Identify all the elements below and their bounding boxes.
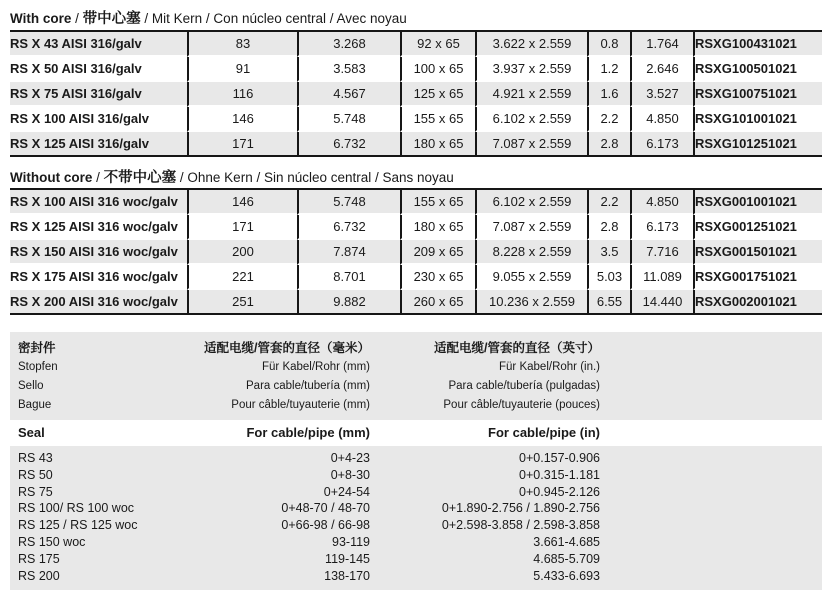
table-cell: 91 [187,57,297,82]
seal-cell: RS 100/ RS 100 woc [18,501,135,516]
table-cell: 3.622 x 2.559 [475,32,587,57]
table-cell: 9.882 [297,290,400,313]
table-cell: 4.850 [630,107,693,132]
seal-cell: 0+0.945-2.126 [519,484,600,499]
seal-row [10,500,822,517]
seal-header-line-zh [10,339,822,358]
table-cell: 8.228 x 2.559 [475,240,587,265]
seal-cell: 0+2.598-3.858 / 2.598-3.858 [441,518,600,533]
table-cell: 116 [187,82,297,107]
table-cell: 1.764 [630,32,693,57]
table-cell: 230 x 65 [400,265,475,290]
table-cell: 3.583 [297,57,400,82]
table-cell: RSXG001501021 [693,240,822,265]
table-cell: 9.055 x 2.559 [475,265,587,290]
table-row [10,107,822,132]
seal-row [10,467,822,484]
table-row [10,265,822,290]
table-cell: 6.173 [630,215,693,240]
seal-cell: 138-170 [324,568,370,583]
table-cell: RSXG100751021 [693,82,822,107]
seal-header-col1-fr: Bague [18,399,52,411]
table-cell: 83 [187,32,297,57]
table-cell: 6.732 [297,215,400,240]
table-row [10,132,822,155]
table-row [10,82,822,107]
title-separator: / [176,170,188,185]
seal-row [10,450,822,467]
seal-cell: 0+0.157-0.906 [519,451,600,465]
table-cell: 5.03 [587,265,630,290]
seal-cell: RS 125 / RS 125 woc [18,518,138,533]
with-core-title-tail: Mit Kern / Con núcleo central / Avec noyau [151,11,407,26]
table-cell: 221 [187,265,297,290]
table-cell: RSXG001001021 [693,190,822,215]
table-row [10,240,822,265]
without-core-title-zh: 不带中心塞 [103,170,177,186]
table-cell: 200 [187,240,297,265]
table-cell: 155 x 65 [400,190,475,215]
table-cell: 146 [187,107,297,132]
seal-cell: 0+8-30 [330,467,370,482]
table-cell: RSXG100501021 [693,57,822,82]
seal-cell: 4.685-5.709 [533,551,600,566]
seal-header-col1-de: Stopfen [18,361,58,373]
seal-cell: RS 175 [18,551,60,566]
table-row [10,57,822,82]
seal-cell: RS 43 [18,451,53,465]
table-cell: 1.2 [587,57,630,82]
table-cell: 2.8 [587,132,630,155]
table-cell: 92 x 65 [400,32,475,57]
seal-section [10,332,822,590]
with-core-title-en: With core [10,11,72,26]
table-cell: 3.937 x 2.559 [475,57,587,82]
table-cell: 5.748 [297,190,400,215]
seal-header-col1-zh: 密封件 [18,341,56,355]
table-row [10,290,822,313]
table-row [10,32,822,57]
seal-cell: 119-145 [325,551,370,566]
seal-header-line-de [10,358,822,377]
seal-cell: 0+0.315-1.181 [519,467,600,482]
table-cell: 6.102 x 2.559 [475,107,587,132]
table-cell: 4.567 [297,82,400,107]
table-cell: RSXG002001021 [693,290,822,313]
table-cell: 171 [187,215,297,240]
seal-header-col2-fr: Pour câble/tuyauterie (mm) [231,399,370,411]
table-cell: 209 x 65 [400,240,475,265]
table-cell: 155 x 65 [400,107,475,132]
with-core-table [10,30,822,157]
seal-cell: RS 150 woc [18,534,86,549]
table-cell: RS X 175 AISI 316 woc/galv [10,265,187,290]
table-cell: 7.874 [297,240,400,265]
without-core-table [10,188,822,315]
table-cell: 2.646 [630,57,693,82]
table-cell: RSXG101251021 [693,132,822,155]
table-cell: 6.102 x 2.559 [475,190,587,215]
table-row [10,190,822,215]
table-cell: RS X 200 AISI 316 woc/galv [10,290,187,313]
table-cell: 2.2 [587,190,630,215]
table-cell: RSXG001251021 [693,215,822,240]
table-cell: 171 [187,132,297,155]
seal-row [10,517,822,534]
seal-cell: RS 50 [18,467,53,482]
seal-header [10,332,822,420]
table-cell: RSXG100431021 [693,32,822,57]
table-cell: RS X 43 AISI 316/galv [10,32,187,57]
seal-header-col3-es: Para cable/tubería (pulgadas) [448,380,600,392]
table-cell: 2.2 [587,107,630,132]
table-cell: 5.748 [297,107,400,132]
table-cell: 3.268 [297,32,400,57]
table-cell: RS X 150 AISI 316 woc/galv [10,240,187,265]
title-separator: / [92,170,104,185]
table-cell: RS X 125 AISI 316/galv [10,132,187,155]
table-cell: 4.850 [630,190,693,215]
without-core-title-tail: Ohne Kern / Sin núcleo central / Sans noyau [187,170,454,185]
seal-cell: 5.433-6.693 [533,568,600,583]
table-cell: 6.173 [630,132,693,155]
table-cell: 11.089 [630,265,693,290]
table-cell: 14.440 [630,290,693,313]
table-cell: RS X 100 AISI 316 woc/galv [10,190,187,215]
seal-row [10,551,822,568]
seal-cell: 93-119 [332,534,370,549]
table-cell: 3.527 [630,82,693,107]
table-cell: 10.236 x 2.559 [475,290,587,313]
table-cell: 180 x 65 [400,215,475,240]
seal-cell: 0+1.890-2.756 / 1.890-2.756 [441,501,600,516]
table-cell: 1.6 [587,82,630,107]
table-cell: 125 x 65 [400,82,475,107]
table-cell: 260 x 65 [400,290,475,313]
cable-pipe-mm-col-title: For cable/pipe (mm) [246,425,370,440]
seal-header-line-fr [10,396,822,415]
table-cell: RS X 75 AISI 316/galv [10,82,187,107]
seal-cell: RS 75 [18,484,53,499]
seal-cell: 0+4-23 [330,451,370,465]
table-cell: 146 [187,190,297,215]
seal-bold-header-row [10,420,822,446]
table-cell: 180 x 65 [400,132,475,155]
seal-header-col2-de: Für Kabel/Rohr (mm) [262,361,370,373]
seal-header-col2-es: Para cable/tubería (mm) [246,380,370,392]
table-cell: RSXG101001021 [693,107,822,132]
seal-cell: 0+24-54 [323,484,370,499]
table-cell: 7.087 x 2.559 [475,215,587,240]
table-cell: 7.087 x 2.559 [475,132,587,155]
seal-cell: 0+48-70 / 48-70 [281,501,370,516]
seal-header-line-es [10,377,822,396]
cable-pipe-in-col-title: For cable/pipe (in) [488,425,600,440]
table-cell: 7.716 [630,240,693,265]
seal-header-col3-zh: 适配电缆/管套的直径（英寸） [434,341,600,355]
seal-data-rows [10,446,822,590]
seal-cell: 3.661-4.685 [533,534,600,549]
table-cell: 4.921 x 2.559 [475,82,587,107]
seal-row [10,484,822,501]
table-cell: 0.8 [587,32,630,57]
seal-header-col2-zh: 适配电缆/管套的直径（毫米） [204,341,370,355]
table-cell: 2.8 [587,215,630,240]
table-cell: 8.701 [297,265,400,290]
title-separator: / [140,11,152,26]
title-separator: / [71,11,83,26]
table-cell: 6.732 [297,132,400,155]
table-cell: RS X 125 AISI 316 woc/galv [10,215,187,240]
seal-row [10,568,822,585]
table-cell: RS X 100 AISI 316/galv [10,107,187,132]
table-cell: RSXG001751021 [693,265,822,290]
without-core-title-en: Without core [10,170,93,185]
seal-header-col3-de: Für Kabel/Rohr (in.) [499,361,600,373]
table-cell: 100 x 65 [400,57,475,82]
seal-row [10,534,822,551]
with-core-title-zh: 带中心塞 [82,11,141,27]
seal-header-col1-es: Sello [18,380,44,392]
seal-cell: 0+66-98 / 66-98 [281,518,370,533]
seal-col-title: Seal [18,425,45,440]
table-cell: RS X 50 AISI 316/galv [10,57,187,82]
with-core-title [10,7,407,28]
table-cell: 6.55 [587,290,630,313]
seal-header-col3-fr: Pour câble/tuyauterie (pouces) [443,399,600,411]
table-cell: 251 [187,290,297,313]
seal-cell: RS 200 [18,568,60,583]
table-row [10,215,822,240]
table-cell: 3.5 [587,240,630,265]
without-core-title [10,166,454,187]
